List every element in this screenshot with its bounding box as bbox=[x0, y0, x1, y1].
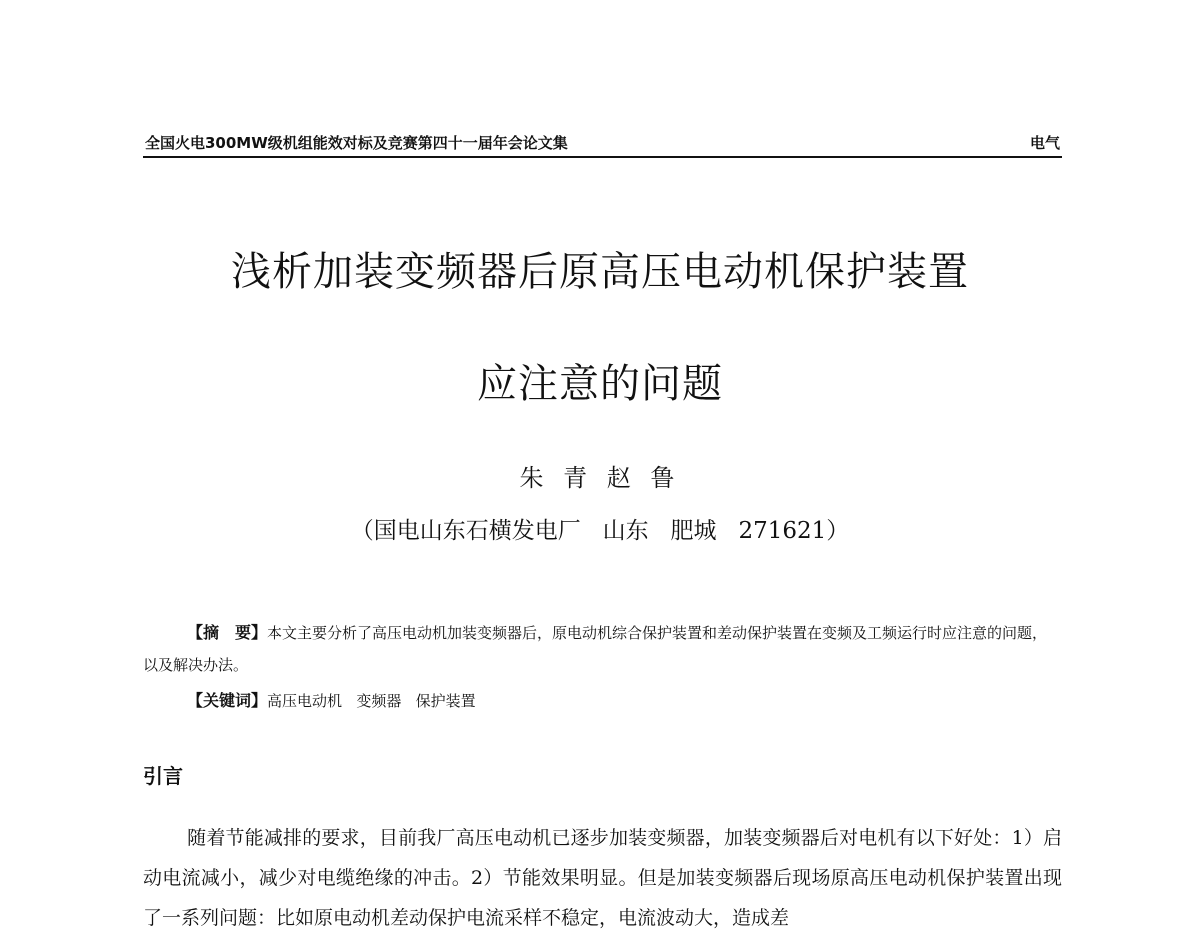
keywords-label: 【关键词】 bbox=[187, 691, 268, 710]
keywords-text: 高压电动机 变频器 保护装置 bbox=[267, 692, 476, 710]
authors: 朱 青 赵 鲁 bbox=[519, 464, 681, 492]
intro-paragraph bbox=[143, 818, 1062, 938]
abstract-text: 本文主要分析了高压电动机加装变频器后，原电动机综合保护装置和差动保护装置在变频及工频运行时应注意的问题，以及解决办法。 bbox=[143, 624, 1048, 674]
affiliation: （国电山东石横发电厂 山东 肥城 271621） bbox=[350, 518, 850, 544]
paper-title-line-1: 浅析加装变频器后原高压电动机保护装置 bbox=[231, 249, 969, 295]
paper-title-line-2: 应注意的问题 bbox=[477, 361, 723, 407]
abstract-label: 【摘 要】 bbox=[187, 623, 268, 642]
abstract bbox=[143, 617, 1062, 681]
running-header bbox=[143, 130, 1062, 158]
section-heading-intro: 引言 bbox=[143, 764, 183, 788]
section-name: 电气 bbox=[1029, 134, 1060, 152]
keywords bbox=[187, 688, 476, 711]
intro-paragraph-text: 随着节能减排的要求，目前我厂高压电动机已逐步加装变频器，加装变频器后对电机有以下好处：1）启动电流减小，减少对电缆绝缘的冲击。2）节能效果明显。但是加装变频器后现场原高压电动机保护装置出现了一系列问题：比如原电动机差动保护电流采样不稳定，电流波动大，造成差 bbox=[143, 827, 1062, 929]
journal-name: 全国火电300MW级机组能效对标及竞赛第四十一届年会论文集 bbox=[145, 134, 568, 152]
